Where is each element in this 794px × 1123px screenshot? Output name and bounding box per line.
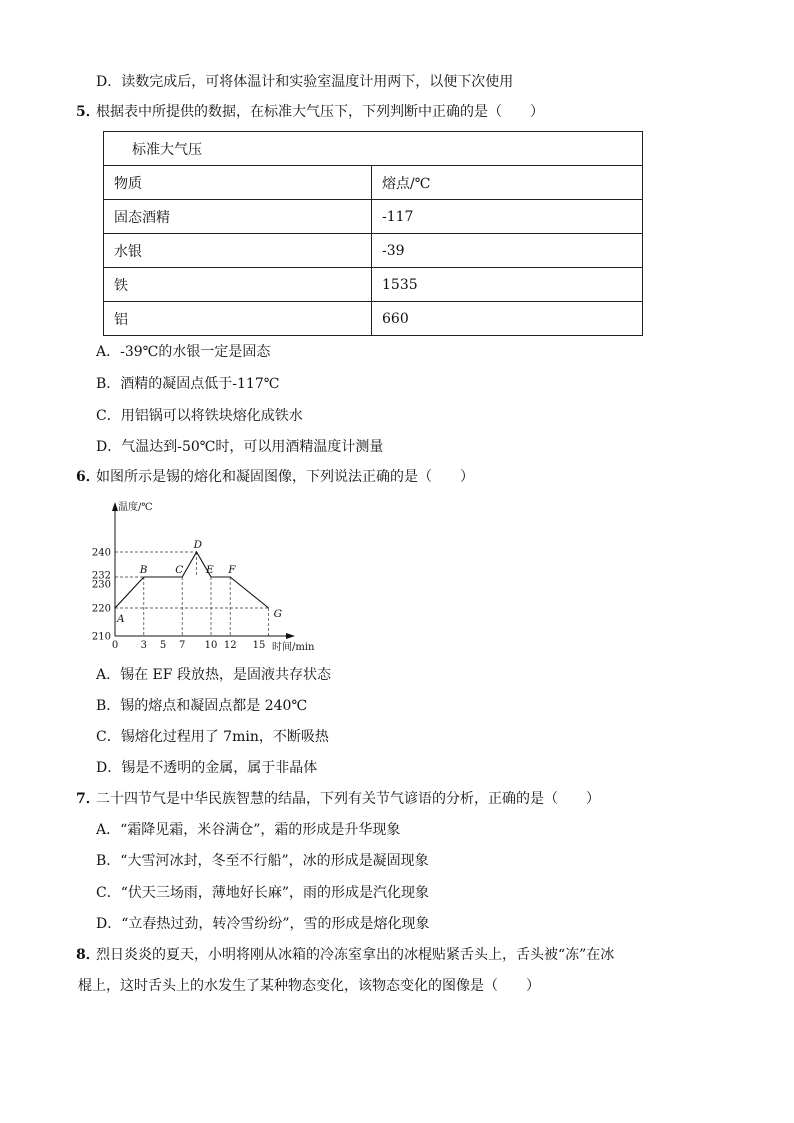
q4-option-d: D．读数完成后，可将体温计和实验室温度计用两下，以便下次使用: [96, 74, 514, 90]
q8-stem-line2: 棍上，这时舌头上的水发生了某种物态变化，该物态变化的图像是（ ）: [78, 978, 540, 994]
point-label-e: E: [206, 564, 214, 576]
y-tick-label: 230: [91, 579, 111, 591]
table-header-melting-point: 熔点/℃: [372, 166, 643, 200]
point-label-a: A: [117, 613, 125, 625]
y-tick-label: 240: [91, 547, 111, 559]
q6-stem: 如图所示是锡的熔化和凝固图像，下列说法正确的是（ ）: [96, 469, 474, 485]
x-tick-label: 12: [223, 640, 237, 651]
point-label-c: C: [175, 564, 184, 576]
melting-point-table: [103, 131, 643, 336]
table-cell: 660: [372, 302, 643, 336]
q5-option-a: A．-39℃的水银一定是固态: [96, 344, 271, 360]
q7-option-a: A．“霜降见霜，米谷满仓”，霜的形成是升华现象: [96, 822, 401, 838]
table-cell: 铁: [104, 268, 372, 302]
table-row: [104, 234, 643, 268]
x-tick-label: 7: [179, 640, 186, 651]
table-row: [104, 200, 643, 234]
point-label-d: D: [193, 539, 203, 551]
x-axis-arrow: [286, 633, 295, 639]
point-label-f: F: [228, 564, 236, 576]
q6-option-a: A．锡在 EF 段放热，是固液共存状态: [96, 667, 331, 683]
table-header-substance: 物质: [104, 166, 372, 200]
x-tick-label: 15: [252, 640, 266, 651]
point-label-g: G: [273, 608, 282, 620]
x-tick-label: 0: [111, 640, 119, 651]
tin-melting-chart: [88, 498, 328, 658]
q7-stem: 二十四节气是中华民族智慧的结晶，下列有关节气谚语的分析，正确的是（ ）: [96, 791, 600, 807]
q5-option-c: C．用铝锅可以将铁块熔化成铁水: [96, 408, 303, 424]
q6-number: 6．: [76, 469, 100, 485]
q8-stem-line1: 烈日炎炎的夏天，小明将刚从冰箱的冷冻室拿出的冰棍贴紧舌头上，舌头被“冻”在冰: [96, 947, 615, 963]
q7-option-d: D．“立春热过劲，转冷雪纷纷”，雪的形成是熔化现象: [96, 916, 430, 932]
y-tick-label: 220: [91, 603, 111, 615]
q6-option-c: C．锡熔化过程用了 7min，不断吸热: [96, 729, 329, 745]
table-cell: -39: [372, 234, 643, 268]
table-cell: 固态酒精: [104, 200, 372, 234]
table-cell: 水银: [104, 234, 372, 268]
table-row: [104, 302, 643, 336]
y-tick-label: 232: [91, 570, 111, 582]
q5-option-b: B．酒精的凝固点低于-117℃: [96, 376, 280, 392]
x-tick-label: 5: [159, 640, 167, 651]
table-caption: 标准大气压: [104, 132, 643, 166]
series-line: [115, 552, 269, 608]
q7-option-c: C．“伏天三场雨，薄地好长麻”，雨的形成是汽化现象: [96, 885, 430, 901]
x-tick-label: 10: [204, 640, 218, 651]
table-cell: -117: [372, 200, 643, 234]
x-axis-label: 时间/min: [272, 642, 315, 653]
point-label-b: B: [139, 564, 148, 576]
q7-number: 7．: [76, 791, 100, 807]
q6-option-d: D．锡是不透明的金属，属于非晶体: [96, 760, 318, 776]
chart-guide-lines: [115, 552, 269, 636]
table-cell: 1535: [372, 268, 643, 302]
q5-option-d: D．气温达到-50℃时，可以用酒精温度计测量: [96, 439, 384, 455]
q8-number: 8．: [76, 947, 100, 963]
table-caption-row: [104, 132, 643, 166]
q5-stem: 根据表中所提供的数据，在标准大气压下，下列判断中正确的是（ ）: [96, 104, 544, 120]
table-header-row: [104, 166, 643, 200]
y-tick-label: 210: [91, 631, 111, 643]
x-tick-label: 3: [140, 640, 147, 651]
q5-number: 5．: [76, 104, 100, 120]
y-axis-label: 温度/℃: [118, 502, 153, 513]
q6-option-b: B．锡的熔点和凝固点都是 240℃: [96, 698, 308, 714]
q7-option-b: B．“大雪河冰封，冬至不行船”，冰的形成是凝固现象: [96, 853, 429, 869]
table-row: [104, 268, 643, 302]
table-cell: 铝: [104, 302, 372, 336]
